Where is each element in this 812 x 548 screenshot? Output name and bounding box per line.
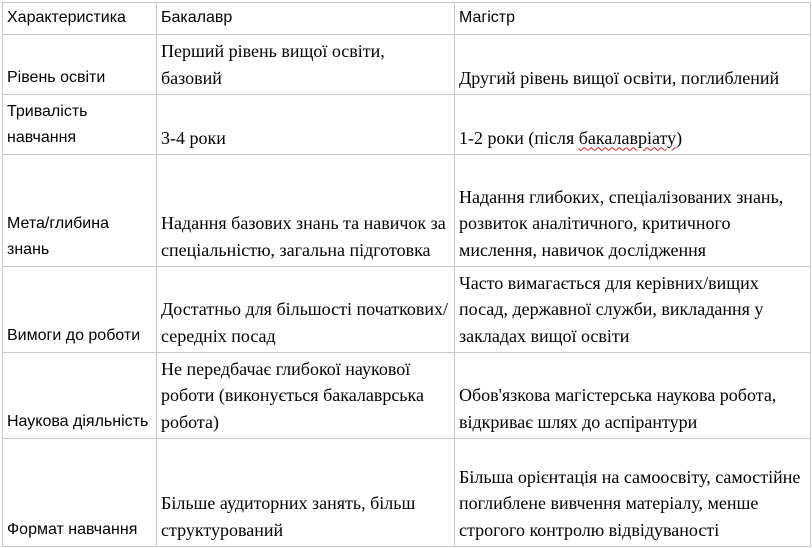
spellcheck-flagged-word: бакалаврiату: [578, 127, 677, 148]
row-label: Наукова діяльність: [3, 353, 157, 439]
master-cell: Більша орієнтація на самоосвіту, самостійне поглиблене вивчення матеріалу, менше строгого контролю відвідуваності: [455, 439, 811, 547]
bachelor-cell: Не передбачає глибокої наукової роботи (виконується бакалаврська робота): [157, 353, 455, 439]
row-label: Тривалість навчання: [3, 95, 157, 155]
master-cell: [455, 95, 811, 155]
bachelor-cell: Перший рівень вищої освіти, базовий: [157, 35, 455, 95]
comparison-table: [2, 2, 811, 547]
row-label: Рівень освіти: [3, 35, 157, 95]
master-cell: Обов'язкова магістерська наукова робота, відкриває шлях до аспірантури: [455, 353, 811, 439]
table-row: [3, 439, 811, 547]
header-bachelor: Бакалавр: [157, 3, 455, 35]
table-row: [3, 35, 811, 95]
row-label: Формат навчання: [3, 439, 157, 547]
header-characteristic: Характеристика: [3, 3, 157, 35]
table-row: [3, 267, 811, 353]
master-text-end: ): [676, 127, 683, 148]
row-label: Мета/глибина знань: [3, 155, 157, 267]
table-row: [3, 95, 811, 155]
bachelor-cell: Більше аудиторних занять, більш структурований: [157, 439, 455, 547]
bachelor-cell: Достатньо для більшості початкових/середніх посад: [157, 267, 455, 353]
header-row: [3, 3, 811, 35]
row-label: Вимоги до роботи: [3, 267, 157, 353]
master-text: 1-2 роки (після: [459, 127, 579, 148]
table-row: [3, 353, 811, 439]
bachelor-cell: Надання базових знань та навичок за спеціальністю, загальна підготовка: [157, 155, 455, 267]
master-cell: Надання глибоких, спеціалізованих знань, розвиток аналітичного, критичного мислення, навичок дослідження: [455, 155, 811, 267]
master-cell: Часто вимагається для керівних/вищих посад, державної служби, викладання у закладах вищої освіти: [455, 267, 811, 353]
master-cell: Другий рівень вищої освіти, поглиблений: [455, 35, 811, 95]
table-row: [3, 155, 811, 267]
header-master: Магістр: [455, 3, 811, 35]
bachelor-cell: 3-4 роки: [157, 95, 455, 155]
